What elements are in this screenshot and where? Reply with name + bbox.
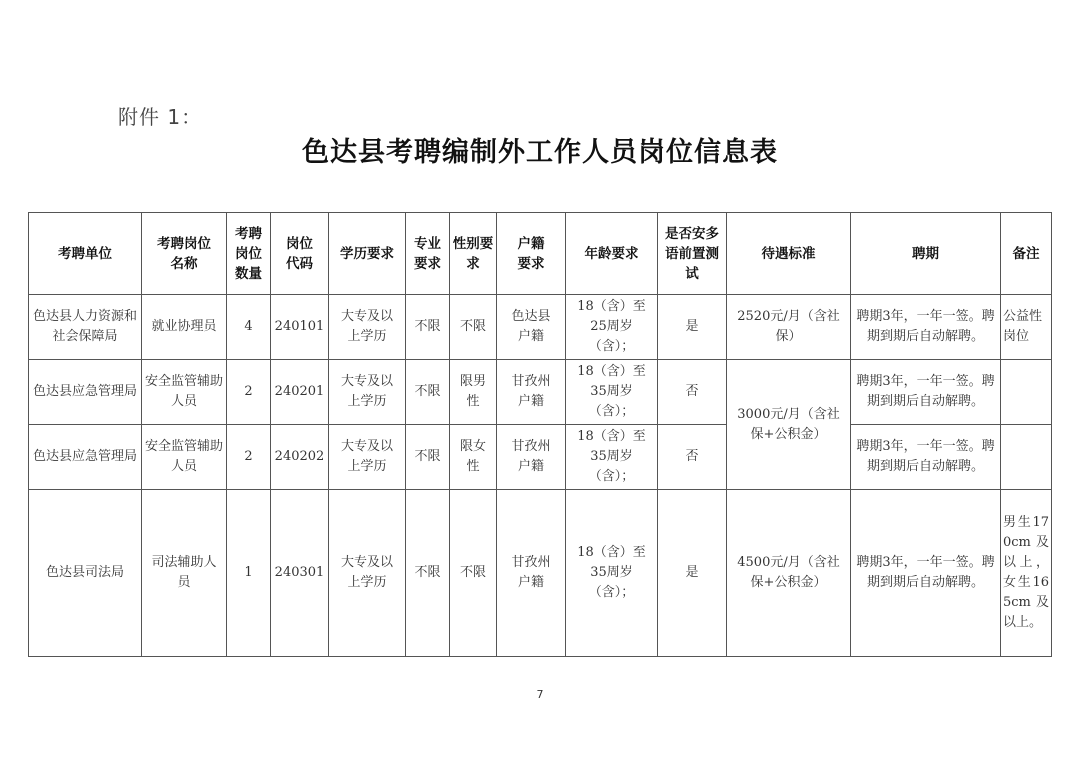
cell-count: 2 xyxy=(227,425,271,490)
col-age: 年龄要求 xyxy=(566,213,658,295)
cell-code: 240101 xyxy=(271,295,329,360)
col-position: 考聘岗位名称 xyxy=(142,213,227,295)
cell-position: 司法辅助人员 xyxy=(142,490,227,657)
cell-count: 1 xyxy=(227,490,271,657)
cell-education: 大专及以上学历 xyxy=(329,360,406,425)
cell-code: 240301 xyxy=(271,490,329,657)
cell-age: 18（含）至25周岁（含）； xyxy=(566,295,658,360)
cell-education: 大专及以上学历 xyxy=(329,490,406,657)
cell-term: 聘期3年，一年一签。聘期到期后自动解聘。 xyxy=(851,425,1001,490)
cell-education: 大专及以上学历 xyxy=(329,425,406,490)
cell-term: 聘期3年，一年一签。聘期到期后自动解聘。 xyxy=(851,360,1001,425)
col-salary: 待遇标准 xyxy=(727,213,851,295)
cell-note: 男生170cm及以上，女生165cm及以上。 xyxy=(1001,490,1052,657)
cell-gender: 限男性 xyxy=(450,360,497,425)
cell-unit: 色达县应急管理局 xyxy=(29,360,142,425)
col-code: 岗位代码 xyxy=(271,213,329,295)
cell-count: 2 xyxy=(227,360,271,425)
table-row xyxy=(29,295,1052,360)
cell-amdo-test: 否 xyxy=(658,425,727,490)
col-amdo-test: 是否安多语前置测试 xyxy=(658,213,727,295)
cell-count: 4 xyxy=(227,295,271,360)
cell-major: 不限 xyxy=(406,490,450,657)
cell-unit: 色达县司法局 xyxy=(29,490,142,657)
cell-gender: 不限 xyxy=(450,490,497,657)
table-row xyxy=(29,360,1052,425)
positions-table xyxy=(28,212,1052,657)
cell-position: 安全监管辅助人员 xyxy=(142,360,227,425)
cell-gender: 限女性 xyxy=(450,425,497,490)
cell-amdo-test: 否 xyxy=(658,360,727,425)
document-title: 色达县考聘编制外工作人员岗位信息表 xyxy=(302,137,778,168)
cell-major: 不限 xyxy=(406,295,450,360)
col-household: 户籍要求 xyxy=(497,213,566,295)
cell-amdo-test: 是 xyxy=(658,295,727,360)
page-number: 7 xyxy=(536,688,544,701)
cell-household: 甘孜州户籍 xyxy=(497,425,566,490)
cell-household: 甘孜州户籍 xyxy=(497,490,566,657)
cell-note xyxy=(1001,425,1052,490)
header-row xyxy=(29,213,1052,295)
cell-term: 聘期3年，一年一签。聘期到期后自动解聘。 xyxy=(851,490,1001,657)
cell-gender: 不限 xyxy=(450,295,497,360)
col-major: 专业要求 xyxy=(406,213,450,295)
cell-code: 240201 xyxy=(271,360,329,425)
cell-salary: 4500元/月（含社保+公积金） xyxy=(727,490,851,657)
attachment-label: 附件 1： xyxy=(118,105,203,129)
cell-code: 240202 xyxy=(271,425,329,490)
cell-household: 甘孜州户籍 xyxy=(497,360,566,425)
col-count: 考聘岗位数量 xyxy=(227,213,271,295)
cell-term: 聘期3年，一年一签。聘期到期后自动解聘。 xyxy=(851,295,1001,360)
col-unit: 考聘单位 xyxy=(29,213,142,295)
cell-unit: 色达县人力资源和社会保障局 xyxy=(29,295,142,360)
col-education: 学历要求 xyxy=(329,213,406,295)
table-row xyxy=(29,490,1052,657)
cell-education: 大专及以上学历 xyxy=(329,295,406,360)
col-gender: 性别要求 xyxy=(450,213,497,295)
cell-age: 18（含）至35周岁（含）； xyxy=(566,360,658,425)
cell-note xyxy=(1001,360,1052,425)
cell-salary: 3000元/月（含社保+公积金） xyxy=(727,360,851,490)
cell-major: 不限 xyxy=(406,425,450,490)
cell-position: 就业协理员 xyxy=(142,295,227,360)
cell-unit: 色达县应急管理局 xyxy=(29,425,142,490)
cell-salary: 2520元/月（含社保） xyxy=(727,295,851,360)
cell-age: 18（含）至35周岁（含）； xyxy=(566,425,658,490)
cell-age: 18（含）至35周岁（含）； xyxy=(566,490,658,657)
cell-note: 公益性岗位 xyxy=(1001,295,1052,360)
col-term: 聘期 xyxy=(851,213,1001,295)
cell-amdo-test: 是 xyxy=(658,490,727,657)
cell-position: 安全监管辅助人员 xyxy=(142,425,227,490)
cell-major: 不限 xyxy=(406,360,450,425)
cell-household: 色达县户籍 xyxy=(497,295,566,360)
table-row xyxy=(29,425,1052,490)
col-note: 备注 xyxy=(1001,213,1052,295)
